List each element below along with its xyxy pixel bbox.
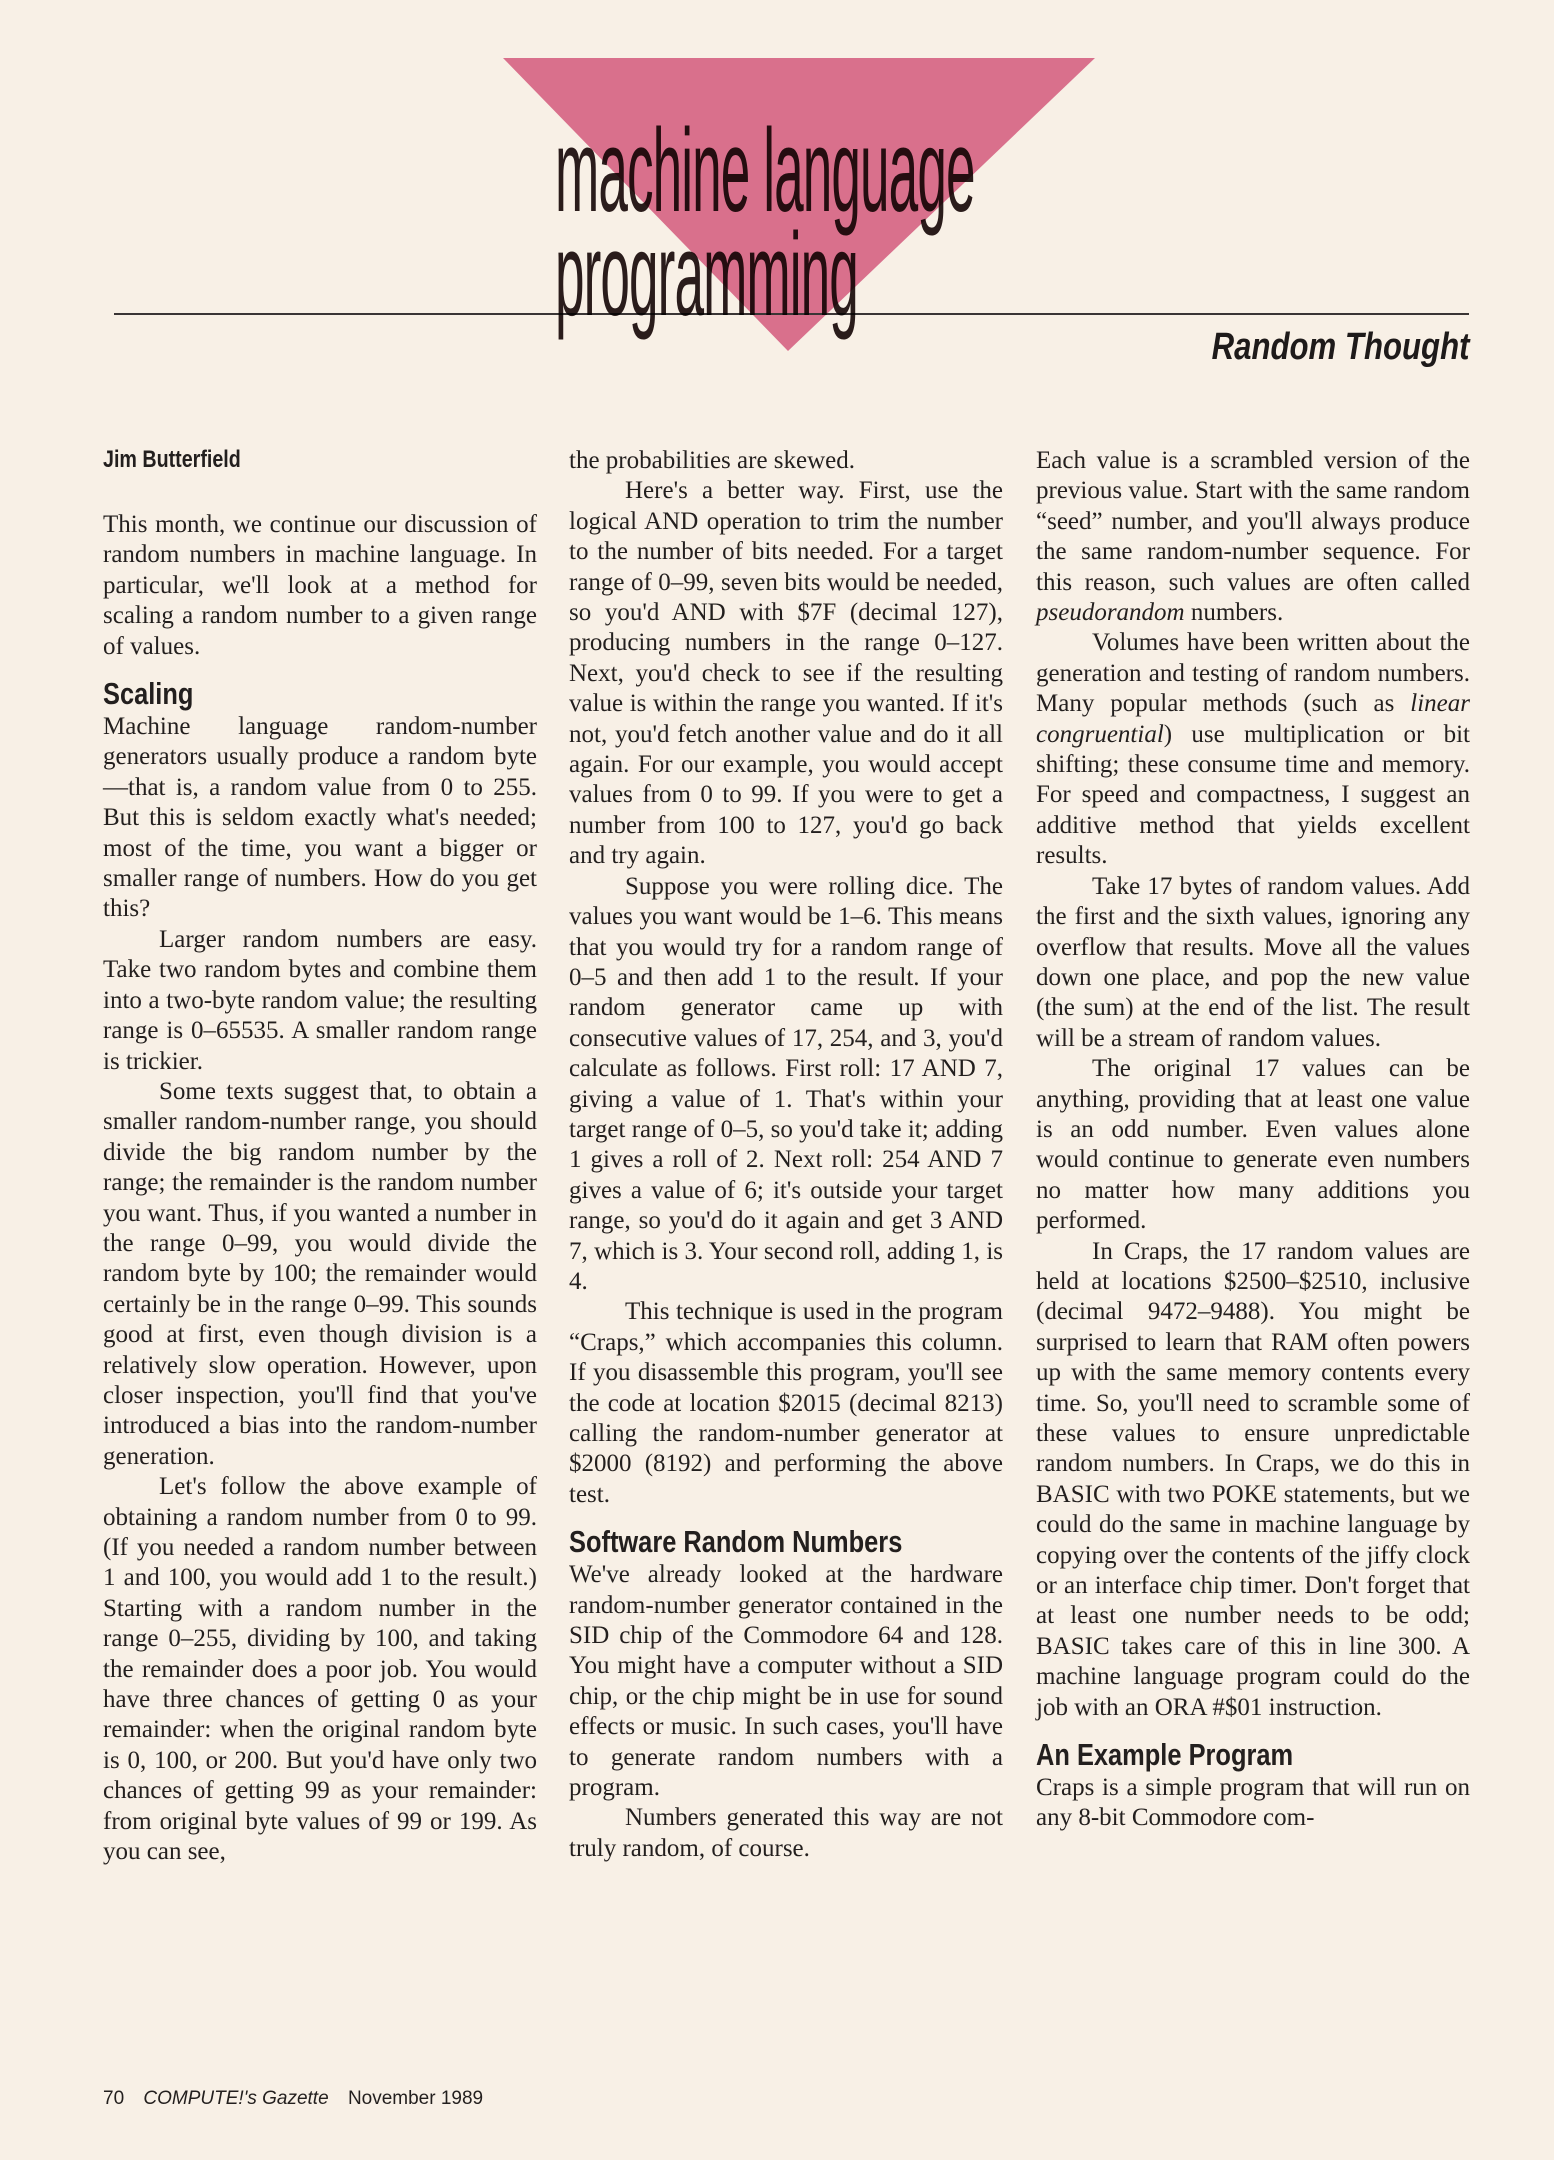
- paragraph: [1036, 628, 1470, 871]
- page-number: 70: [103, 2088, 125, 2109]
- text-run: The original 17 values can be anything, providing that at least one value is an odd number. Even values alone would continue to generate even numbers no matter how many additions you performed.: [1036, 1055, 1470, 1235]
- section-heading: Scaling: [103, 676, 194, 712]
- paragraph: [569, 1297, 1003, 1510]
- issue-date: November 1989: [347, 2088, 484, 2109]
- paragraph: [1036, 872, 1470, 1054]
- text-run: Machine language random-number generators usually produce a random byte—that is, a random value from 0 to 255. But this is seldom exactly what's needed; most of the time, you want a bigger or smaller range of numbers. How do you get this?: [103, 713, 537, 923]
- text-run: the probabilities are skewed.: [569, 447, 856, 474]
- text-run: Here's a better way. First, use the logical AND operation to trim the number to the number of bits needed. For a target range of 0–99, seven bits would be needed, so you'd AND with $7F (decimal 127), producing numbers in the range 0–127. Next, you'd check to see if the resulting value is within the range you wanted. If it's not, you'd fetch another value and do it all again. For our example, you would accept values from 0 to 99. If you were to get a number from 100 to 127, you'd go back and try again.: [569, 477, 1003, 870]
- text-run: Suppose you were rolling dice. The values you want would be 1–6. This means that you would try for a random range of 0–5 and then add 1 to the result. If your random generator came up with consecutive values of 17, 254, and 3, you'd calculate as follows. First roll: 17 AND 7, giving a value of 1. That's within your target range of 0–5, so you'd take it; adding 1 gives a roll of 2. Next roll: 254 AND 7 gives a value of 6; it's outside your target range, so you'd do it again and get 3 AND 7, which is 3. Your second roll, adding 1, is 4.: [569, 872, 1003, 1295]
- italic-term: pseudorandom: [1036, 599, 1185, 627]
- paragraph: [1036, 446, 1470, 628]
- paragraph: [569, 446, 1003, 476]
- text-run: This month, we continue our discussion of random numbers in machine language. In particular, we'll look at a method for scaling a random number to a given range of values.: [103, 511, 537, 660]
- author-byline: Jim Butterfield: [103, 446, 241, 473]
- text-run: We've already looked at the hardware random-number generator contained in the SID chip of the Commodore 64 and 128. You might have a computer without a SID chip, or the chip might be in use for sound effects or music. In such cases, you'll have to generate random numbers with a program.: [569, 1561, 1003, 1802]
- paragraph: [103, 510, 537, 662]
- text-run: numbers.: [1184, 599, 1284, 627]
- text-column-3: [1036, 446, 1470, 1834]
- text-column-1: [103, 446, 537, 1867]
- text-run: Let's follow the above example of obtaining a random number from 0 to 99. (If you needed a random number between 1 and 100, you would add 1 to the result.) Starting with a random number in the range 0–255, dividing by 100, and taking the remainder does a poor job. You would have three chances of getting 0 as your remainder: when the original random byte is 0, 100, or 200. But you'd have only two chances of getting 99 as your remainder: from original byte values of 99 or 199. As you can see,: [103, 1473, 537, 1866]
- article-title: Random Thought: [1211, 326, 1469, 368]
- italic-term: linear congruential: [1036, 690, 1470, 748]
- paragraph: [103, 925, 537, 1077]
- paragraph: [569, 476, 1003, 871]
- text-run: Larger random numbers are easy. Take two random bytes and combine them into a two-byte random value; the resulting range is 0–65535. A smaller random range is trickier.: [103, 925, 537, 1075]
- paragraph: [569, 1803, 1003, 1864]
- text-run: This technique is used in the program “Craps,” which accompanies this column. If you disassemble this program, you'll see the code at location $2015 (decimal 8213) calling the random-number generator at $2000 (8192) and performing the above test.: [569, 1298, 1003, 1508]
- text-run: Each value is a scrambled version of the previous value. Start with the same random “seed” number, and you'll always produce the same random-number sequence. For this reason, such values are often called: [1036, 447, 1470, 596]
- text-run: In Craps, the 17 random values are held at locations $2500–$2510, inclusive (decimal 9472–9488). You might be surprised to learn that RAM often powers up with the same memory contents every time. So, you'll need to scramble some of these values to ensure unpredictable random numbers. In Craps, we do this in BASIC with two POKE statements, but we could do the same in machine language by copying over the contents of the jiffy clock or an interface chip timer. Don't forget that at least one number needs to be odd; BASIC takes care of this in line 300. A machine language program could do the job with an ORA #$01 instruction.: [1036, 1237, 1470, 1721]
- paragraph: [1036, 1054, 1470, 1236]
- section-heading: Software Random Numbers: [569, 1524, 903, 1560]
- paragraph: [103, 1077, 537, 1472]
- text-run: Craps is a simple program that will run on any 8-bit Commodore com-: [1036, 1774, 1470, 1832]
- page-footer: [103, 2088, 497, 2110]
- column-title-line-1: machine language: [555, 105, 975, 237]
- paragraph: [103, 712, 537, 925]
- paragraph: [569, 872, 1003, 1298]
- publication-name: COMPUTE!'s Gazette: [143, 2088, 329, 2109]
- text-run: Volumes have been written about the generation and testing of random numbers. Many popular methods (such as: [1036, 629, 1470, 718]
- text-run: Some texts suggest that, to obtain a smaller random-number range, you should divide the big random number by the range; the remainder is the random number you want. Thus, if you wanted a number in the range 0–99, you would divide the random byte by 100; the remainder would certainly be in the range 0–99. This sounds good at first, even though division is a relatively slow operation. However, upon closer inspection, you'll find that you've introduced a bias into the random-number generation.: [103, 1077, 537, 1470]
- paragraph: [1036, 1237, 1470, 1724]
- section-heading: An Example Program: [1036, 1737, 1294, 1773]
- text-run: Numbers generated this way are not truly random, of course.: [569, 1804, 1003, 1862]
- text-run: ) use multiplication or bit shifting; these consume time and memory. For speed and compactness, I suggest an additive method that yields excellent results.: [1036, 720, 1470, 870]
- paragraph: [569, 1560, 1003, 1803]
- text-column-2: [569, 446, 1003, 1864]
- text-run: Take 17 bytes of random values. Add the first and the sixth values, ignoring any overflow that results. Move all the values down one place, and pop the new value (the sum) at the end of the list. The result will be a stream of random values.: [1036, 872, 1470, 1052]
- column-title-line-2: programming: [555, 209, 858, 341]
- paragraph: [103, 1472, 537, 1867]
- paragraph: [1036, 1773, 1470, 1834]
